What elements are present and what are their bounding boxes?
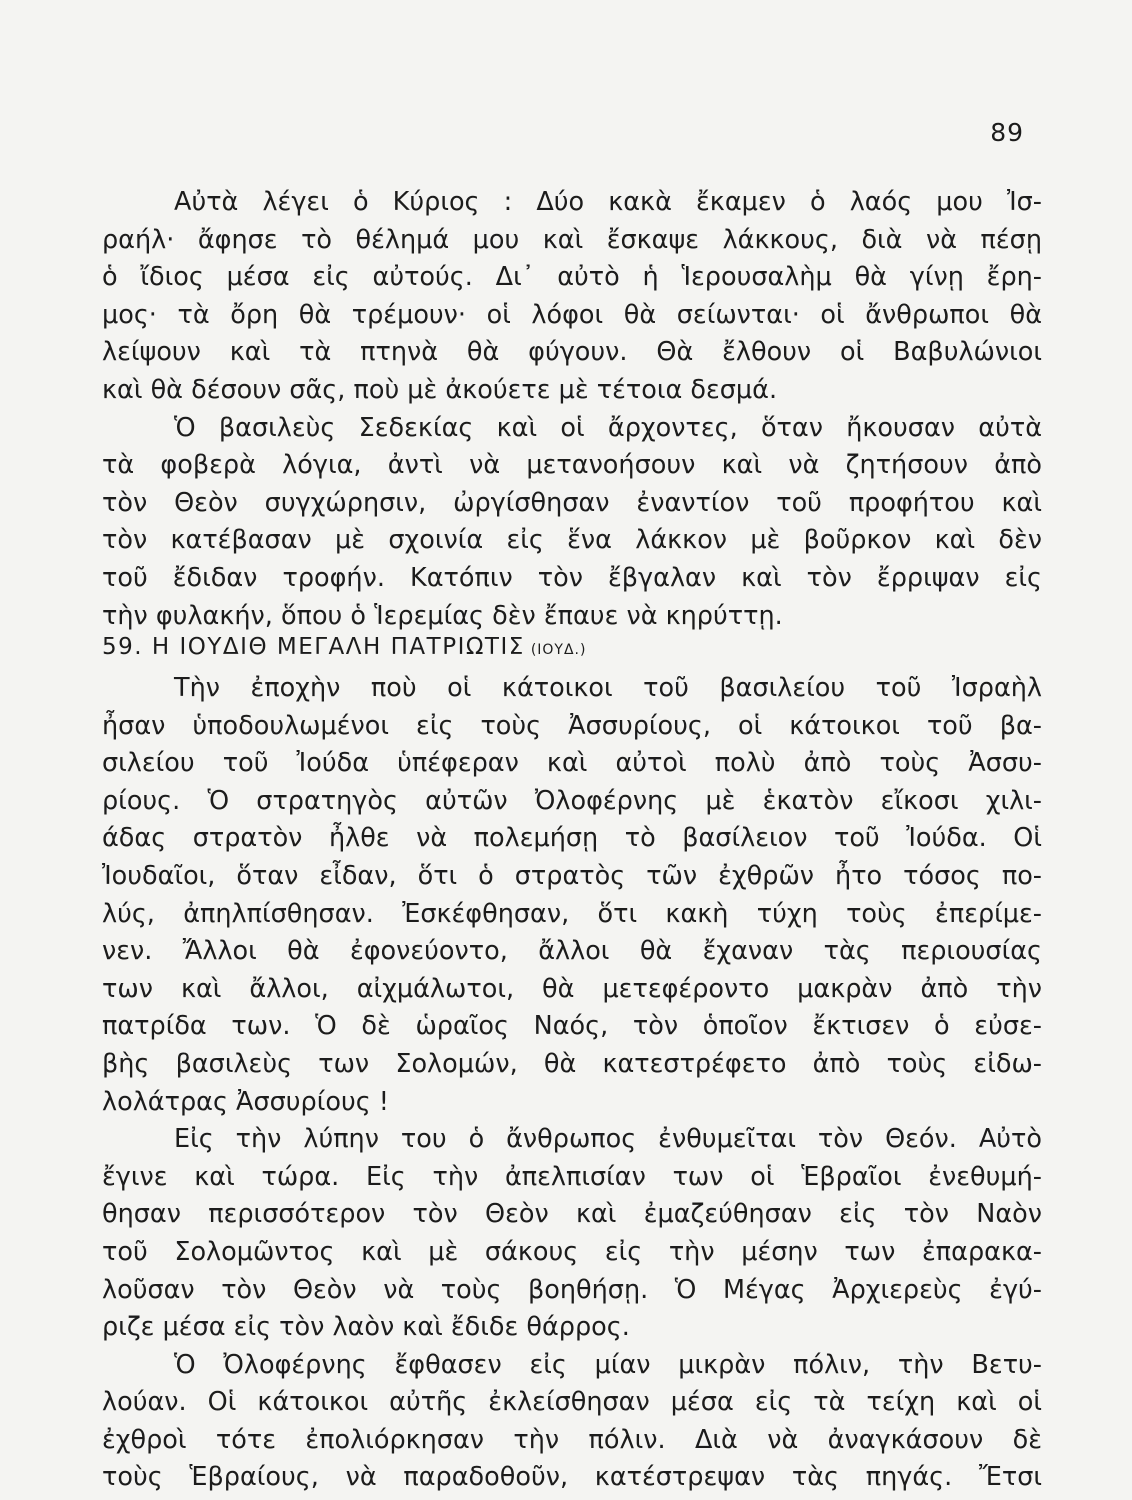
page-number: 89 xyxy=(990,118,1024,147)
text-line: ἦσαν ὑποδουλωμένοι εἰς τοὺς Ἀσσυρίους, οἱ κάτοικοι τοῦ βα- xyxy=(102,710,1042,741)
text-line: ραήλ· ἄφησε τὸ θέλημά μου καὶ ἔσκαψε λάκκους, διὰ νὰ πέσῃ xyxy=(102,224,1042,255)
text-line: τὴν φυλακήν, ὅπου ὁ Ἱερεμίας δὲν ἔπαυε νὰ κηρύττῃ. xyxy=(102,600,783,631)
text-line: λείψουν καὶ τὰ πτηνὰ θὰ φύγουν. Θὰ ἔλθουν οἱ Βαβυλώνιοι xyxy=(102,337,1042,368)
top-text-block xyxy=(102,184,1042,635)
text-line: τὸν Θεὸν συγχώρησιν, ὠργίσθησαν ἐναντίον τοῦ προφήτου καὶ xyxy=(102,487,1042,518)
text-line: μος· τὰ ὄρη θὰ τρέμουν· οἱ λόφοι θὰ σείωνται· οἱ ἄνθρωποι θὰ xyxy=(102,299,1042,330)
text-line: ριζε μέσα εἰς τὸν λαὸν καὶ ἔδιδε θάρρος. xyxy=(102,1312,630,1343)
paragraph xyxy=(102,184,1042,410)
text-line: ὁ ἴδιος μέσα εἰς αὐτούς. Δι᾽ αὐτὸ ἡ Ἱερουσαλὴμ θὰ γίνῃ ἔρη- xyxy=(102,262,1042,293)
text-line: τοῦ ἔδιδαν τροφήν. Κατόπιν τὸν ἔβγαλαν καὶ τὸν ἔρριψαν εἰς xyxy=(102,562,1042,593)
section-source: (ΙΟΥΔ.) xyxy=(530,642,587,658)
text-line: ἔγινε καὶ τώρα. Εἰς τὴν ἀπελπισίαν των οἱ Ἑβραῖοι ἐνεθυμή- xyxy=(102,1161,1042,1192)
text-line: νεν. Ἄλλοι θὰ ἐφονεύοντο, ἄλλοι θὰ ἔχαναν τὰς περιουσίας xyxy=(102,936,1042,967)
text-line: τὰ φοβερὰ λόγια, ἀντὶ νὰ μετανοήσουν καὶ νὰ ζητήσουν ἀπὸ xyxy=(102,450,1042,481)
text-line: λολάτρας Ἀσσυρίους ! xyxy=(102,1086,389,1117)
text-line: σιλείου τοῦ Ἰούδα ὑπέφεραν καὶ αὐτοὶ πολὺ ἀπὸ τοὺς Ἀσσυ- xyxy=(102,748,1042,779)
text-line: λούαν. Οἱ κάτοικοι αὐτῆς ἐκλείσθησαν μέσα εἰς τὰ τείχη καὶ οἱ xyxy=(102,1387,1042,1418)
text-line: άδας στρατὸν ἦλθε νὰ πολεμήσῃ τὸ βασίλειον τοῦ Ἰούδα. Οἱ xyxy=(102,823,1042,854)
text-line: λοῦσαν τὸν Θεὸν νὰ τοὺς βοηθήσῃ. Ὁ Μέγας Ἀρχιερεὺς ἐγύ- xyxy=(102,1274,1042,1305)
text-line: Ὁ Ὀλοφέρνης ἔφθασεν εἰς μίαν μικρὰν πόλιν, τὴν Βετυ- xyxy=(174,1349,1042,1380)
paragraph xyxy=(102,670,1042,1121)
text-line: τοὺς Ἑβραίους, νὰ παραδοθοῦν, κατέστρεψαν τὰς πηγάς. Ἔτσι xyxy=(102,1462,1042,1493)
text-line: λύς, ἀπηλπίσθησαν. Ἐσκέφθησαν, ὅτι κακὴ τύχη τοὺς ἐπερίμε- xyxy=(102,898,1042,929)
text-line: πατρίδα των. Ὁ δὲ ὡραῖος Ναός, τὸν ὁποῖον ἔκτισεν ὁ εὐσε- xyxy=(102,1011,1042,1042)
text-line: των καὶ ἄλλοι, αἰχμάλωτοι, θὰ μετεφέροντο μακρὰν ἀπὸ τὴν xyxy=(102,973,1042,1004)
paragraph xyxy=(102,1347,1042,1497)
text-line: Εἰς τὴν λύπην του ὁ ἄνθρωπος ἐνθυμεῖται τὸν Θεόν. Αὐτὸ xyxy=(174,1124,1042,1155)
text-line: βὴς βασιλεὺς των Σολομών, θὰ κατεστρέφετο ἀπὸ τοὺς εἰδω- xyxy=(102,1048,1042,1079)
text-line: ἐχθροὶ τότε ἐπολιόρκησαν τὴν πόλιν. Διὰ νὰ ἀναγκάσουν δὲ xyxy=(102,1424,1042,1455)
text-line: καὶ θὰ δέσουν σᾶς, ποὺ μὲ ἀκούετε μὲ τέτοια δεσμά. xyxy=(102,374,778,405)
paragraph xyxy=(102,410,1042,636)
text-line: τὸν κατέβασαν μὲ σχοινία εἰς ἕνα λάκκον μὲ βοῦρκον καὶ δὲν xyxy=(102,525,1042,556)
text-line: ρίους. Ὁ στρατηγὸς αὐτῶν Ὀλοφέρνης μὲ ἑκατὸν εἴκοσι χιλι- xyxy=(102,785,1042,816)
text-line: Αὐτὰ λέγει ὁ Κύριος : Δύο κακὰ ἔκαμεν ὁ λαός μου Ἰσ- xyxy=(174,187,1042,217)
text-line: Ἰουδαῖοι, ὅταν εἶδαν, ὅτι ὁ στρατὸς τῶν ἐχθρῶν ἦτο τόσος πο- xyxy=(102,860,1042,891)
bottom-text-block xyxy=(102,670,1042,1497)
text-line: θησαν περισσότερον τὸν Θεὸν καὶ ἐμαζεύθησαν εἰς τὸν Ναὸν xyxy=(102,1199,1042,1230)
paragraph xyxy=(102,1121,1042,1347)
text-line: τοῦ Σολομῶντος καὶ μὲ σάκους εἰς τὴν μέσην των ἐπαρακα- xyxy=(102,1236,1042,1267)
text-line: Ὁ βασιλεὺς Σεδεκίας καὶ οἱ ἄρχοντες, ὅταν ἤκουσαν αὐτὰ xyxy=(174,412,1042,443)
text-line: Τὴν ἐποχὴν ποὺ οἱ κάτοικοι τοῦ βασιλείου τοῦ Ἰσραὴλ xyxy=(174,673,1042,703)
section-title: 59. Η ΙΟΥΔΙΘ ΜΕΓΑΛΗ ΠΑΤΡΙΩΤΙΣ xyxy=(102,634,525,660)
section-heading xyxy=(102,634,586,660)
